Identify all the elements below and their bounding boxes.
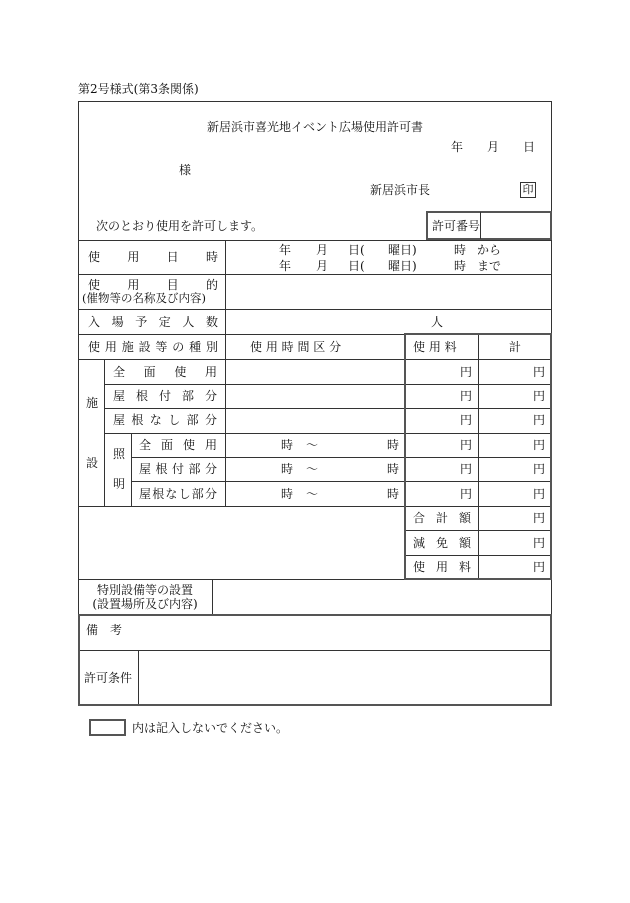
- form-code: 第2号様式(第3条関係): [78, 82, 199, 96]
- datetime-from-hour: 時: [454, 243, 467, 257]
- remarks-label: 備 考: [86, 623, 123, 637]
- datetime-to-day: 日(: [348, 259, 365, 273]
- facility-group-char-2: 設: [86, 456, 99, 470]
- light-roofed-end-hour: 時: [387, 462, 400, 476]
- facility-roofed: 屋 根 付 部 分: [113, 389, 217, 403]
- datetime-to-word: まで: [477, 259, 502, 273]
- final-fee-label: 使 用 料: [413, 560, 471, 574]
- datetime-from-word: から: [477, 243, 502, 257]
- light-unroofed-start-hour: 時: [281, 487, 294, 501]
- facility-group-char-1: 施: [86, 396, 99, 410]
- staff-only-note: 内は記入しないでください。: [132, 721, 289, 735]
- fee-yen-3: 円: [460, 413, 473, 427]
- datetime-to-year: 年: [279, 259, 292, 273]
- sum-yen: 円: [533, 511, 546, 525]
- facility-type-label: 使用施設等の種別: [88, 340, 218, 354]
- datetime-from-day: 日(: [348, 243, 365, 257]
- permission-statement: 次のとおり使用を許可します。: [96, 219, 264, 233]
- final-fee-yen: 円: [533, 560, 546, 574]
- total-yen-5: 円: [533, 462, 546, 476]
- fee-yen-5: 円: [460, 462, 473, 476]
- total-yen-4: 円: [533, 438, 546, 452]
- issuer-name: 新居浜市長: [370, 183, 431, 197]
- staff-only-legend-box: [89, 719, 126, 736]
- facility-unroofed: 屋根なし部分: [113, 413, 217, 427]
- light-full-tilde: 〜: [306, 438, 319, 452]
- conditions-label: 許可条件: [84, 671, 133, 685]
- datetime-from-month: 月: [316, 243, 329, 257]
- total-column-label: 計: [509, 340, 522, 354]
- special-equipment-sublabel: (設置場所及び内容): [92, 597, 198, 611]
- light-full-start-hour: 時: [281, 438, 294, 452]
- total-yen-2: 円: [533, 389, 546, 403]
- total-yen-1: 円: [533, 365, 546, 379]
- fee-yen-4: 円: [460, 438, 473, 452]
- light-roofed-tilde: 〜: [306, 462, 319, 476]
- purpose-sublabel: (催物等の名称及び内容): [82, 291, 206, 305]
- datetime-from-weekday: 曜日): [388, 243, 417, 257]
- datetime-from-year: 年: [279, 243, 292, 257]
- datetime-to-weekday: 曜日): [388, 259, 417, 273]
- datetime-to-hour: 時: [454, 259, 467, 273]
- datetime-to-month: 月: [316, 259, 329, 273]
- seal-mark: 印: [520, 182, 536, 198]
- lighting-unroofed: 屋根なし部分: [139, 487, 217, 501]
- light-unroofed-tilde: 〜: [306, 487, 319, 501]
- permit-number-label: 許可番号: [432, 219, 481, 233]
- time-slot-label: 使 用 時 間 区 分: [250, 340, 342, 354]
- facility-full-use: 全 面 使 用: [113, 365, 217, 379]
- light-full-end-hour: 時: [387, 438, 400, 452]
- reduction-yen: 円: [533, 536, 546, 550]
- total-yen-6: 円: [533, 487, 546, 501]
- datetime-label: 使 用 日 時: [88, 250, 218, 264]
- attendance-unit: 人: [431, 315, 444, 329]
- attendance-label: 入 場 予 定 人 数: [88, 315, 218, 329]
- light-roofed-start-hour: 時: [281, 462, 294, 476]
- light-unroofed-end-hour: 時: [387, 487, 400, 501]
- remarks-staff-box: [78, 614, 552, 706]
- fee-yen-6: 円: [460, 487, 473, 501]
- date-day: 日: [523, 140, 536, 154]
- date-month: 月: [487, 140, 500, 154]
- fee-yen-1: 円: [460, 365, 473, 379]
- date-year: 年: [451, 140, 464, 154]
- addressee-suffix: 様: [179, 163, 192, 177]
- form-title: 新居浜市喜光地イベント広場使用許可書: [206, 120, 423, 134]
- lighting-char-2: 明: [113, 477, 126, 491]
- lighting-roofed: 屋根付部分: [139, 462, 217, 476]
- fee-yen-2: 円: [460, 389, 473, 403]
- lighting-char-1: 照: [113, 447, 126, 461]
- fee-column-label: 使 用 料: [413, 340, 457, 354]
- reduction-label: 減 免 額: [413, 536, 471, 550]
- total-yen-3: 円: [533, 413, 546, 427]
- special-equipment-label: 特別設備等の設置: [96, 583, 193, 597]
- sum-label: 合 計 額: [413, 511, 471, 525]
- purpose-label: 使 用 目 的: [88, 278, 218, 292]
- lighting-full-use: 全 面 使 用: [139, 438, 217, 452]
